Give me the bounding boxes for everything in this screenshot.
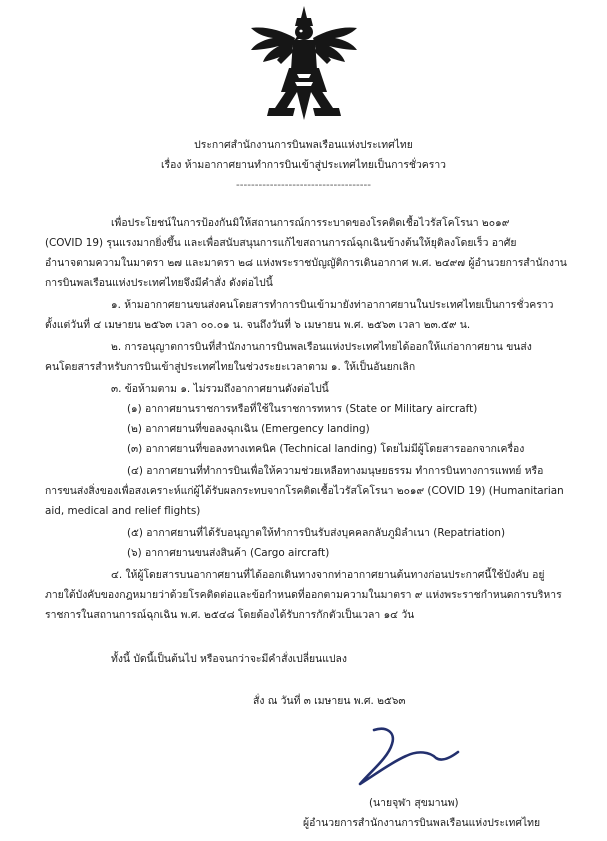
clause-4-line: ราชการในสถานการณ์ฉุกเฉิน พ.ศ. ๒๕๔๘ โดยต้องได้รับการกักตัวเป็นเวลา ๑๔ วัน	[45, 609, 415, 621]
effective-statement: ทั้งนี้ บัดนี้เป็นต้นไป หรือจนกว่าจะมีคำสั่งเปลี่ยนแปลง	[111, 653, 347, 665]
clause-3-item: aid, medical and relief flights)	[45, 505, 201, 517]
document-title: ประกาศสำนักงานการบินพลเรือนแห่งประเทศไทย	[194, 139, 413, 151]
preamble-line: เพื่อประโยชน์ในการป้องกันมิให้สถานการณ์การระบาดของโรคติดเชื้อไวรัสโคโรนา ๒๐๑๙	[111, 217, 510, 229]
signer-title: ผู้อำนวยการสำนักงานการบินพลเรือนแห่งประเทศไทย	[303, 817, 541, 829]
order-date: สั่ง ณ วันที่ ๓ เมษายน พ.ศ. ๒๕๖๓	[253, 695, 406, 707]
clause-3-item: (๑) อากาศยานราชการหรือที่ใช้ในราชการทหาร (State or Military aircraft)	[127, 403, 478, 415]
signature-icon	[352, 722, 462, 792]
preamble-line: การบินพลเรือนแห่งประเทศไทยจึงมีคำสั่ง ดังต่อไปนี้	[45, 277, 273, 289]
clause-3-intro: ๓. ข้อห้ามตาม ๑. ไม่รวมถึงอากาศยานดังต่อไปนี้	[111, 383, 329, 395]
clause-2-line: ๒. การอนุญาตการบินที่สำนักงานการบินพลเรือนแห่งประเทศไทยได้ออกให้แก่อากาศยาน ขนส่ง	[111, 341, 532, 353]
clause-3-item: (๖) อากาศยานขนส่งสินค้า (Cargo aircraft)	[127, 547, 330, 559]
garuda-emblem-icon	[247, 4, 361, 124]
clause-3-item: (๕) อากาศยานที่ได้รับอนุญาตให้ทำการบินรับส่งบุคคลกลับภูมิลำเนา (Repatriation)	[127, 527, 506, 539]
clause-1-line: ตั้งแต่วันที่ ๔ เมษายน ๒๕๖๓ เวลา ๐๐.๐๑ น. จนถึงวันที่ ๖ เมษายน พ.ศ. ๒๕๖๓ เวลา ๒๓.๕๙ น.	[45, 319, 471, 331]
clause-2-line: คนโดยสารสำหรับการบินเข้าสู่ประเทศไทยในช่วงระยะเวลาตาม ๑. ให้เป็นอันยกเลิก	[45, 361, 416, 373]
clause-3-item: (๔) อากาศยานที่ทำการบินเพื่อให้ความช่วยเหลือทางมนุษยธรรม ทำการบินทางการแพทย์ หรือ	[127, 465, 544, 477]
preamble-line: อำนาจตามความในมาตรา ๒๗ และมาตรา ๒๘ แห่งพระราชบัญญัติการเดินอากาศ พ.ศ. ๒๔๙๗ ผู้อำนวยการสำนักงาน	[45, 257, 567, 269]
signer-name: (นายจุฬา สุขมานพ)	[369, 797, 459, 809]
document-subject: เรื่อง ห้ามอากาศยานทำการบินเข้าสู่ประเทศไทยเป็นการชั่วคราว	[161, 159, 446, 171]
header-divider: ------------------------------------	[236, 179, 371, 191]
clause-3-item: การขนส่งสิ่งของเพื่อสงเคราะห์แก่ผู้ได้รับผลกระทบจากโรคติดเชื้อไวรัสโคโรนา ๒๐๑๙ (COVID 19) (Humanitarian	[45, 485, 564, 497]
clause-1-line: ๑. ห้ามอากาศยานขนส่งคนโดยสารทำการบินเข้ามายังท่าอากาศยานในประเทศไทยเป็นการชั่วคราว	[111, 299, 554, 311]
preamble-line: (COVID 19) รุนแรงมากยิ่งขึ้น และเพื่อสนับสนุนการแก้ไขสถานการณ์ฉุกเฉินข้างต้นให้ยุติลงโดยเร็ว อาศัย	[45, 237, 517, 249]
clause-3-item: (๒) อากาศยานที่ขอลงฉุกเฉิน (Emergency landing)	[127, 423, 370, 435]
clause-4-line: ๔. ให้ผู้โดยสารบนอากาศยานที่ได้ออกเดินทางจากท่าอากาศยานต้นทางก่อนประกาศนี้ใช้บังคับ อยู่	[111, 569, 545, 581]
clause-4-line: ภายใต้บังคับของกฎหมายว่าด้วยโรคติดต่อและข้อกำหนดที่ออกตามความในมาตรา ๙ แห่งพระราชกำหนดการบริหาร	[45, 589, 562, 601]
clause-3-item: (๓) อากาศยานที่ขอลงทางเทคนิค (Technical landing) โดยไม่มีผู้โดยสารออกจากเครื่อง	[127, 443, 525, 455]
